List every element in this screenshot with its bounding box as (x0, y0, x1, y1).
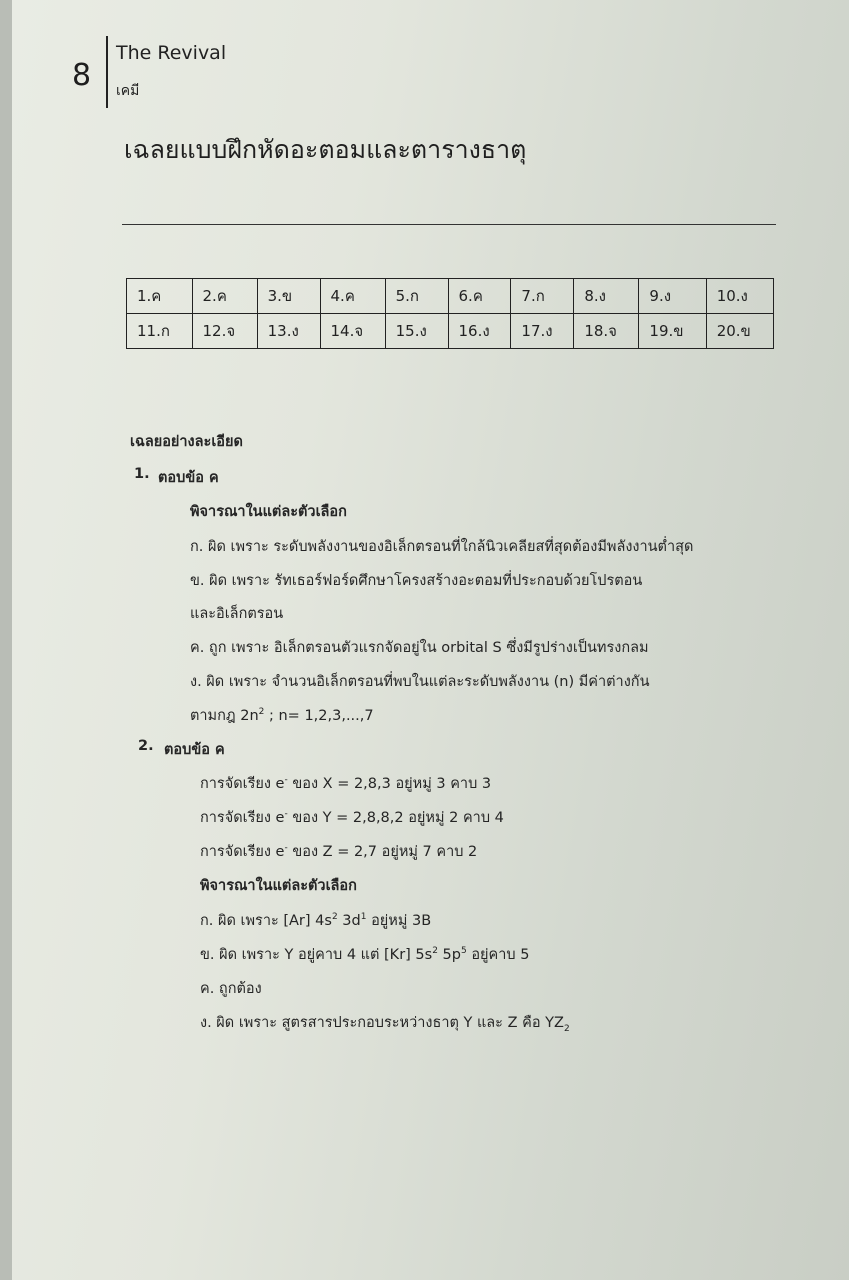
q2-config-x: การจัดเรียง e- ของ X = 2,8,3 อยู่หมู่ 3 คาบ 3 (200, 775, 492, 792)
answer-cell: 16.ง (448, 314, 511, 349)
book-page (12, 0, 849, 1280)
q2-number: 2. (138, 738, 154, 754)
answer-cell: 6.ค (448, 279, 511, 314)
answer-cell: 11.ก (127, 314, 193, 349)
q2-consider-heading: พิจารณาในแต่ละตัวเลือก (200, 878, 357, 894)
q1-choice-b: ข. ผิด เพราะ รัทเธอร์ฟอร์ดศึกษาโครงสร้างอะตอมที่ประกอบด้วยโปรตอน (190, 573, 643, 589)
q2-config-z: การจัดเรียง e- ของ Z = 2,7 อยู่หมู่ 7 คาบ 2 (200, 843, 478, 860)
q2-config-y: การจัดเรียง e- ของ Y = 2,8,8,2 อยู่หมู่ 2 คาบ 4 (200, 809, 504, 826)
answer-cell: 19.ข (639, 314, 706, 349)
answer-cell: 17.ง (511, 314, 574, 349)
section-heading: เฉลยอย่างละเอียด (130, 434, 243, 450)
answer-cell: 14.จ (320, 314, 385, 349)
q2-choice-d: ง. ผิด เพราะ สูตรสารประกอบระหว่างธาตุ Y และ Z คือ $YZ_2$ (200, 1015, 570, 1034)
answer-cell: 20.ข (706, 314, 773, 349)
subject-label: เคมี (116, 83, 140, 99)
answer-cell: 10.ง (706, 279, 773, 314)
answer-cell: 2.ค (192, 279, 257, 314)
page-number: 8 (72, 58, 92, 93)
q1-consider-heading: พิจารณาในแต่ละตัวเลือก (190, 504, 347, 520)
page-title: เฉลยแบบฝึกหัดอะตอมและตารางธาตุ (124, 135, 527, 164)
series-title: The Revival (116, 42, 227, 64)
q2-choice-a: ก. ผิด เพราะ [Ar] $4s^2$ $3d^1$ อยู่หมู่ 3B (200, 912, 432, 929)
q1-choice-b-cont: และอิเล็กตรอน (190, 606, 284, 622)
detailed-solutions (12, 0, 849, 1280)
answer-cell: 13.ง (257, 314, 320, 349)
q2-choice-c: ค. ถูกต้อง (200, 981, 262, 997)
answer-cell: 7.ก (511, 279, 574, 314)
answer-cell: 12.จ (192, 314, 257, 349)
q2-answer: ตอบข้อ ค (164, 742, 225, 758)
q1-number: 1. (134, 466, 150, 482)
answer-cell: 3.ข (257, 279, 320, 314)
answer-cell: 8.ง (574, 279, 639, 314)
q1-choice-d-rule: ตามกฎ $2n^2$ ; n= 1,2,3,...,7 (190, 707, 374, 724)
q1-choice-a: ก. ผิด เพราะ ระดับพลังงานของอิเล็กตรอนที่ใกล้นิวเคลียสที่สุดต้องมีพลังงานต่ำสุด (190, 539, 694, 555)
answer-cell: 18.จ (574, 314, 639, 349)
q2-choice-b: ข. ผิด เพราะ Y อยู่คาบ 4 แต่ [Kr] $5s^2$ $5p^5$ อยู่คาบ 5 (200, 946, 530, 963)
answer-cell: 5.ก (385, 279, 448, 314)
q1-choice-c: ค. ถูก เพราะ อิเล็กตรอนตัวแรกจัดอยู่ใน orbital S ซึ่งมีรูปร่างเป็นทรงกลม (190, 640, 649, 656)
answer-cell: 1.ค (127, 279, 193, 314)
answer-cell: 15.ง (385, 314, 448, 349)
answer-cell: 4.ค (320, 279, 385, 314)
q1-choice-d: ง. ผิด เพราะ จำนวนอิเล็กตรอนที่พบในแต่ละระดับพลังงาน (n) มีค่าต่างกัน (190, 674, 650, 690)
q1-answer: ตอบข้อ ค (158, 470, 219, 486)
answer-cell: 9.ง (639, 279, 706, 314)
